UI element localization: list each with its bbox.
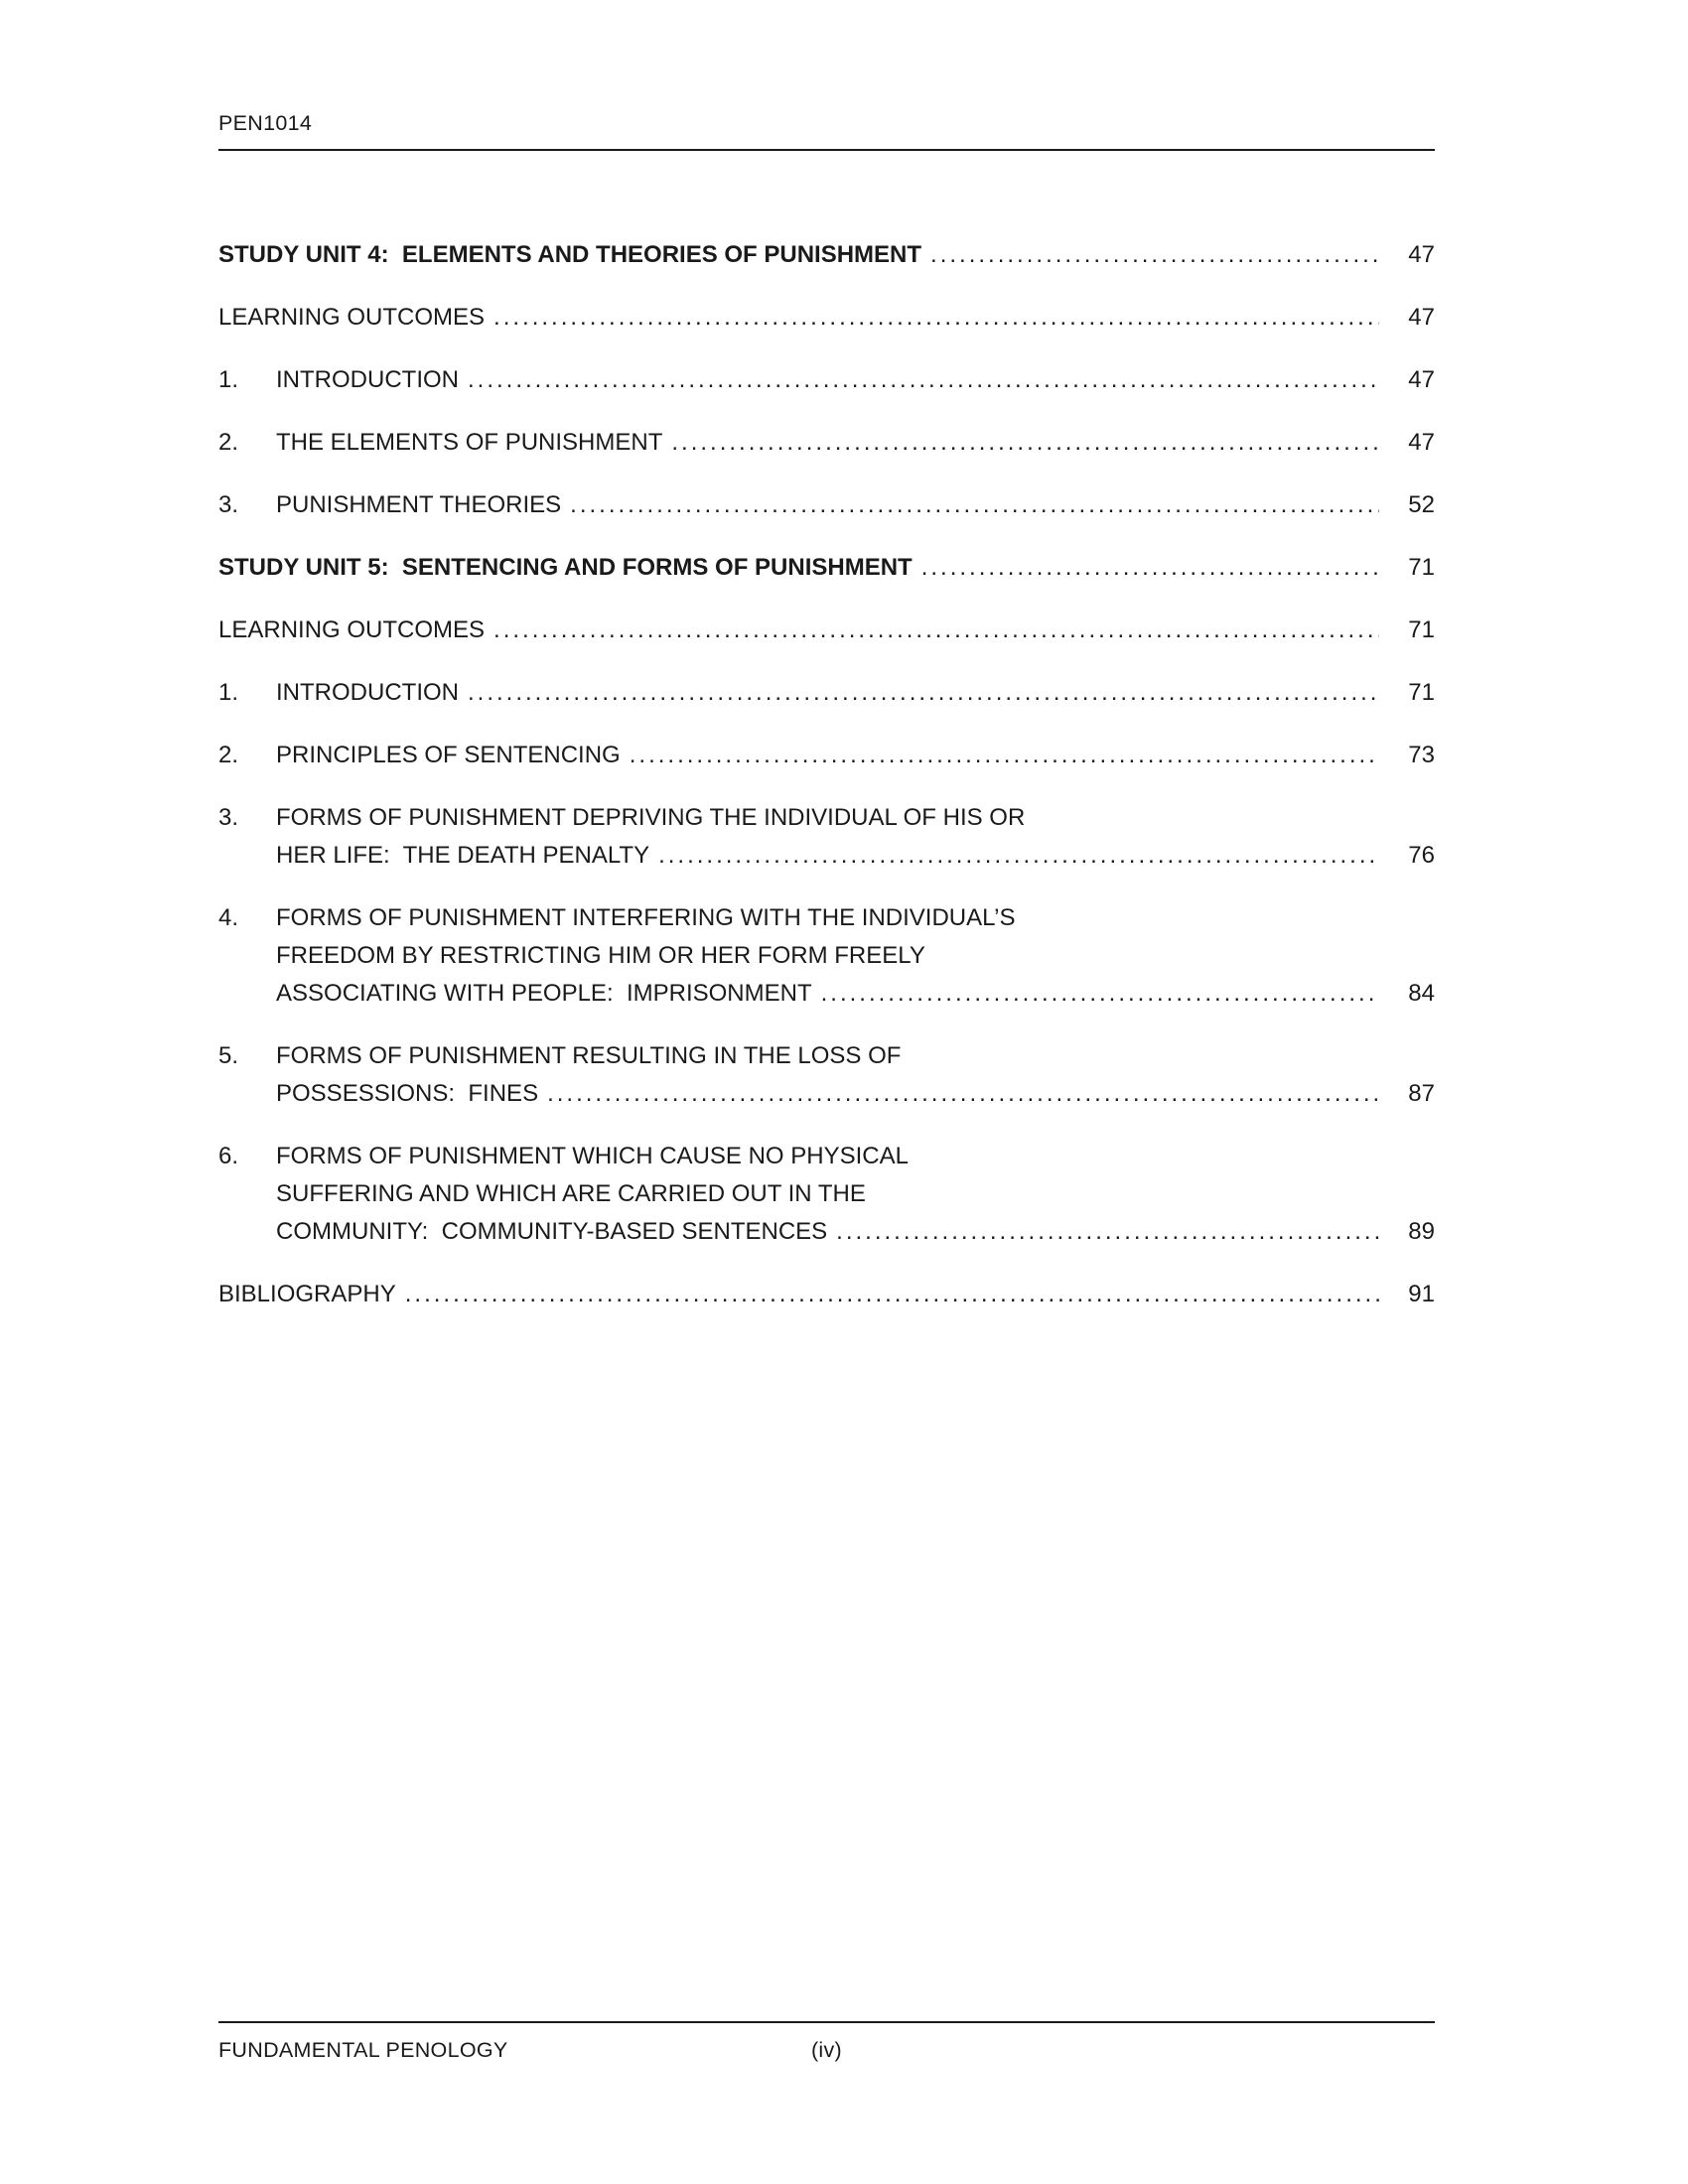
toc-entry-number: 4. xyxy=(218,904,239,931)
toc-entry-learning-outcomes xyxy=(218,612,1435,649)
toc-entry-body xyxy=(218,236,1435,274)
footer-title: FUNDAMENTAL PENOLOGY xyxy=(218,2038,508,2062)
dot-leader xyxy=(630,737,1379,774)
toc-entry-number: 3. xyxy=(218,804,239,831)
toc-entry-line xyxy=(218,299,1435,337)
toc-entry-line xyxy=(276,837,1435,875)
dot-leader xyxy=(547,1075,1379,1113)
toc-entry-body xyxy=(218,612,1435,649)
toc-entry-page-number: 71 xyxy=(1408,616,1435,643)
dot-leader xyxy=(836,1213,1379,1251)
toc-entry-number: 2. xyxy=(218,429,239,456)
toc-entry-body xyxy=(276,361,1435,399)
toc-entry-body xyxy=(276,737,1435,774)
toc-entry-line xyxy=(276,486,1435,524)
toc-entry-line xyxy=(276,1175,1435,1213)
toc-entry-label: BIBLIOGRAPHY xyxy=(218,1281,396,1307)
toc-entry-learning-outcomes xyxy=(218,299,1435,337)
toc-entry-page-number: 47 xyxy=(1408,241,1435,268)
toc-entry-body xyxy=(218,299,1435,337)
toc-entry-label: LEARNING OUTCOMES xyxy=(218,304,486,331)
dot-leader xyxy=(821,975,1379,1013)
toc-entry-number: 5. xyxy=(218,1042,239,1069)
toc-entry-label: LEARNING OUTCOMES xyxy=(218,616,486,643)
toc-entry-label: FORMS OF PUNISHMENT INTERFERING WITH THE INDIVIDUAL’S xyxy=(276,904,1016,931)
toc-entry-number: 1. xyxy=(218,366,239,393)
toc-entry-line xyxy=(218,236,1435,274)
toc-entry-line xyxy=(276,1037,1435,1075)
toc-entry-introduction xyxy=(218,674,1435,712)
toc-entry-label: PRINCIPLES OF SENTENCING xyxy=(276,742,621,768)
footer-page-label: (iv) xyxy=(810,2038,843,2062)
toc-entry-label: FORMS OF PUNISHMENT RESULTING IN THE LOSS OF xyxy=(276,1042,902,1069)
toc-entry-page-number: 89 xyxy=(1408,1218,1435,1245)
toc-entry-body xyxy=(218,549,1435,587)
toc-entry-line xyxy=(276,1138,1435,1175)
dot-leader xyxy=(468,674,1379,712)
page-header xyxy=(218,111,1435,151)
dot-leader xyxy=(658,837,1379,875)
toc-entry-page-number: 87 xyxy=(1408,1080,1435,1107)
dot-leader xyxy=(493,299,1379,337)
toc-entry-page-number: 71 xyxy=(1408,554,1435,581)
toc-entry-elements-of-punishment xyxy=(218,424,1435,462)
toc-entry-label: SUFFERING AND WHICH ARE CARRIED OUT IN THE xyxy=(276,1180,866,1207)
toc-entry-page-number: 91 xyxy=(1408,1281,1435,1307)
toc-entry-label: COMMUNITY: COMMUNITY-BASED SENTENCES xyxy=(276,1218,828,1245)
dot-leader xyxy=(493,612,1379,649)
course-code: PEN1014 xyxy=(218,111,313,135)
toc-entry-introduction xyxy=(218,361,1435,399)
toc-entry-label: POSSESSIONS: FINES xyxy=(276,1080,539,1107)
dot-leader xyxy=(921,549,1379,587)
dot-leader xyxy=(468,361,1379,399)
table-of-contents xyxy=(218,222,1435,1338)
toc-entry-number: 1. xyxy=(218,679,239,706)
toc-entry-number: 6. xyxy=(218,1143,239,1169)
toc-entry-body xyxy=(276,1037,1435,1113)
toc-entry-body xyxy=(276,424,1435,462)
toc-entry-label: ASSOCIATING WITH PEOPLE: IMPRISONMENT xyxy=(276,980,812,1007)
toc-entry-line xyxy=(276,799,1435,837)
toc-entry-line xyxy=(218,1276,1435,1313)
toc-entry-body xyxy=(276,674,1435,712)
toc-entry-fines xyxy=(218,1037,1435,1113)
page-footer xyxy=(218,2021,1435,2063)
toc-entry-line xyxy=(218,549,1435,587)
toc-entry-study-unit-4 xyxy=(218,236,1435,274)
toc-entry-body xyxy=(276,1138,1435,1251)
toc-entry-line xyxy=(276,737,1435,774)
toc-entry-bibliography xyxy=(218,1276,1435,1313)
toc-entry-body xyxy=(276,799,1435,875)
toc-entry-label: FORMS OF PUNISHMENT WHICH CAUSE NO PHYSICAL xyxy=(276,1143,909,1169)
toc-entry-label: PUNISHMENT THEORIES xyxy=(276,491,562,518)
toc-entry-page-number: 71 xyxy=(1408,679,1435,706)
toc-entry-label: STUDY UNIT 4: ELEMENTS AND THEORIES OF PUNISHMENT xyxy=(218,241,922,268)
toc-entry-line xyxy=(276,1213,1435,1251)
toc-entry-principles-of-sentencing xyxy=(218,737,1435,774)
toc-entry-label: STUDY UNIT 5: SENTENCING AND FORMS OF PUNISHMENT xyxy=(218,554,913,581)
toc-entry-label: INTRODUCTION xyxy=(276,366,459,393)
toc-entry-line xyxy=(276,361,1435,399)
toc-entry-label: THE ELEMENTS OF PUNISHMENT xyxy=(276,429,663,456)
dot-leader xyxy=(930,236,1379,274)
toc-entry-community-based-sentences xyxy=(218,1138,1435,1251)
toc-entry-body xyxy=(276,486,1435,524)
toc-entry-number: 2. xyxy=(218,742,239,768)
toc-entry-number: 3. xyxy=(218,491,239,518)
toc-entry-death-penalty xyxy=(218,799,1435,875)
dot-leader xyxy=(405,1276,1379,1313)
dot-leader xyxy=(570,486,1379,524)
toc-entry-page-number: 76 xyxy=(1408,842,1435,869)
toc-entry-label: HER LIFE: THE DEATH PENALTY xyxy=(276,842,650,869)
toc-entry-study-unit-5 xyxy=(218,549,1435,587)
toc-entry-page-number: 52 xyxy=(1408,491,1435,518)
toc-entry-label: INTRODUCTION xyxy=(276,679,459,706)
toc-entry-line xyxy=(276,899,1435,937)
toc-entry-line xyxy=(276,937,1435,975)
toc-entry-label: FORMS OF PUNISHMENT DEPRIVING THE INDIVIDUAL OF HIS OR xyxy=(276,804,1026,831)
toc-entry-body xyxy=(218,1276,1435,1313)
toc-entry-page-number: 73 xyxy=(1408,742,1435,768)
toc-entry-page-number: 84 xyxy=(1408,980,1435,1007)
toc-entry-line xyxy=(276,1075,1435,1113)
toc-entry-imprisonment xyxy=(218,899,1435,1013)
toc-entry-line xyxy=(276,674,1435,712)
toc-entry-page-number: 47 xyxy=(1408,366,1435,393)
toc-entry-line xyxy=(276,424,1435,462)
toc-entry-page-number: 47 xyxy=(1408,304,1435,331)
toc-entry-page-number: 47 xyxy=(1408,429,1435,456)
dot-leader xyxy=(671,424,1379,462)
toc-entry-punishment-theories xyxy=(218,486,1435,524)
toc-entry-body xyxy=(276,899,1435,1013)
toc-entry-line xyxy=(276,975,1435,1013)
toc-entry-line xyxy=(218,612,1435,649)
toc-entry-label: FREEDOM BY RESTRICTING HIM OR HER FORM FREELY xyxy=(276,942,925,969)
